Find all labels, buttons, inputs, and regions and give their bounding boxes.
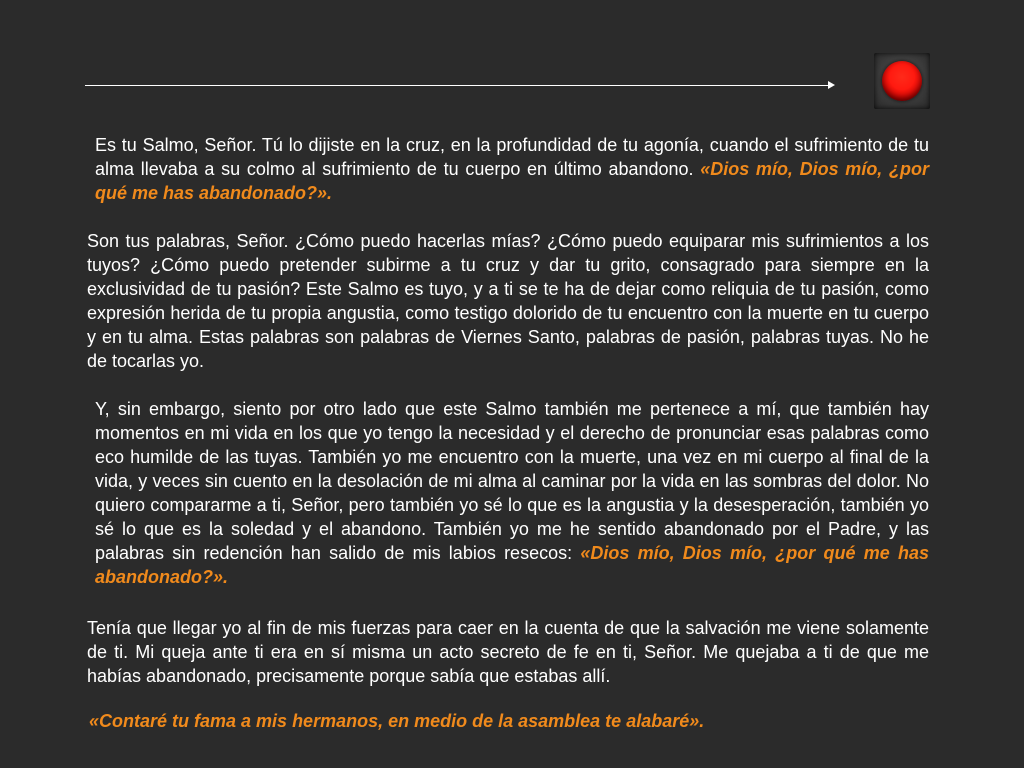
paragraph-1-text: Es tu Salmo, Señor. Tú lo dijiste en la cruz, en la profundidad de tu agonía, cuando el sufrimiento de tu alma llevaba a su colmo al sufrimiento de tu cuerpo en último abandono. [95, 135, 929, 179]
paragraph-3-quote: «Dios mío, Dios mío, ¿por qué me has abandonado?». [95, 543, 929, 587]
paragraph-4 [87, 616, 929, 688]
paragraph-4-text: Tenía que llegar yo al fin de mis fuerzas para caer en la cuenta de que la salvación me viene solamente de ti. Mi queja ante ti era en sí misma un acto secreto de fe en ti, Señor. Me quejaba a ti de que me habías abandonado, precisamente porque sabía que estabas allí. [87, 618, 929, 686]
record-button[interactable] [874, 53, 930, 109]
paragraph-3-text: Y, sin embargo, siento por otro lado que este Salmo también me pertenece a mí, que también hay momentos en mi vida en los que yo tengo la necesidad y el derecho de pronunciar esas palabras como eco humilde de las tuyas. También yo me encuentro con la muerte, una vez en mi cuerpo al final de la vida, y veces sin cuento en la desolación de mi alma al caminar por la vida en las sombras del dolor. No quiero compararme a ti, Señor, pero también yo sé lo que es la angustia y la desesperación, también yo sé lo que es la soledad y el abandono. También yo me he sentido abandonado por el Padre, y las palabras sin redención han salido de mis labios resecos: [95, 399, 929, 563]
paragraph-2 [87, 229, 929, 373]
paragraph-2-text: Son tus palabras, Señor. ¿Cómo puedo hacerlas mías? ¿Cómo puedo equiparar mis sufrimientos a los tuyos? ¿Cómo puedo pretender subirme a tu cruz y dar tu grito, consagrado para siempre en la exclusividad de tu pasión? Este Salmo es tuyo, y a ti se te ha de dejar como reliquia de tu pasión, como expresión herida de tu propia angustia, como testigo dolorido de tu encuentro con la muerte en tu cuerpo y en tu alma. Estas palabras son palabras de Viernes Santo, palabras de pasión, palabras tuyas. No he de tocarlas yo. [87, 231, 929, 371]
paragraph-1-quote: «Dios mío, Dios mío, ¿por qué me has abandonado?». [95, 159, 929, 203]
paragraph-3 [95, 397, 929, 589]
record-icon [882, 61, 922, 101]
paragraph-5 [89, 709, 931, 733]
arrow-line [85, 85, 830, 86]
paragraph-5-quote: «Contaré tu fama a mis hermanos, en medio de la asamblea te alabaré». [89, 711, 705, 731]
arrow-head-icon [828, 81, 835, 89]
paragraph-1 [95, 133, 929, 205]
